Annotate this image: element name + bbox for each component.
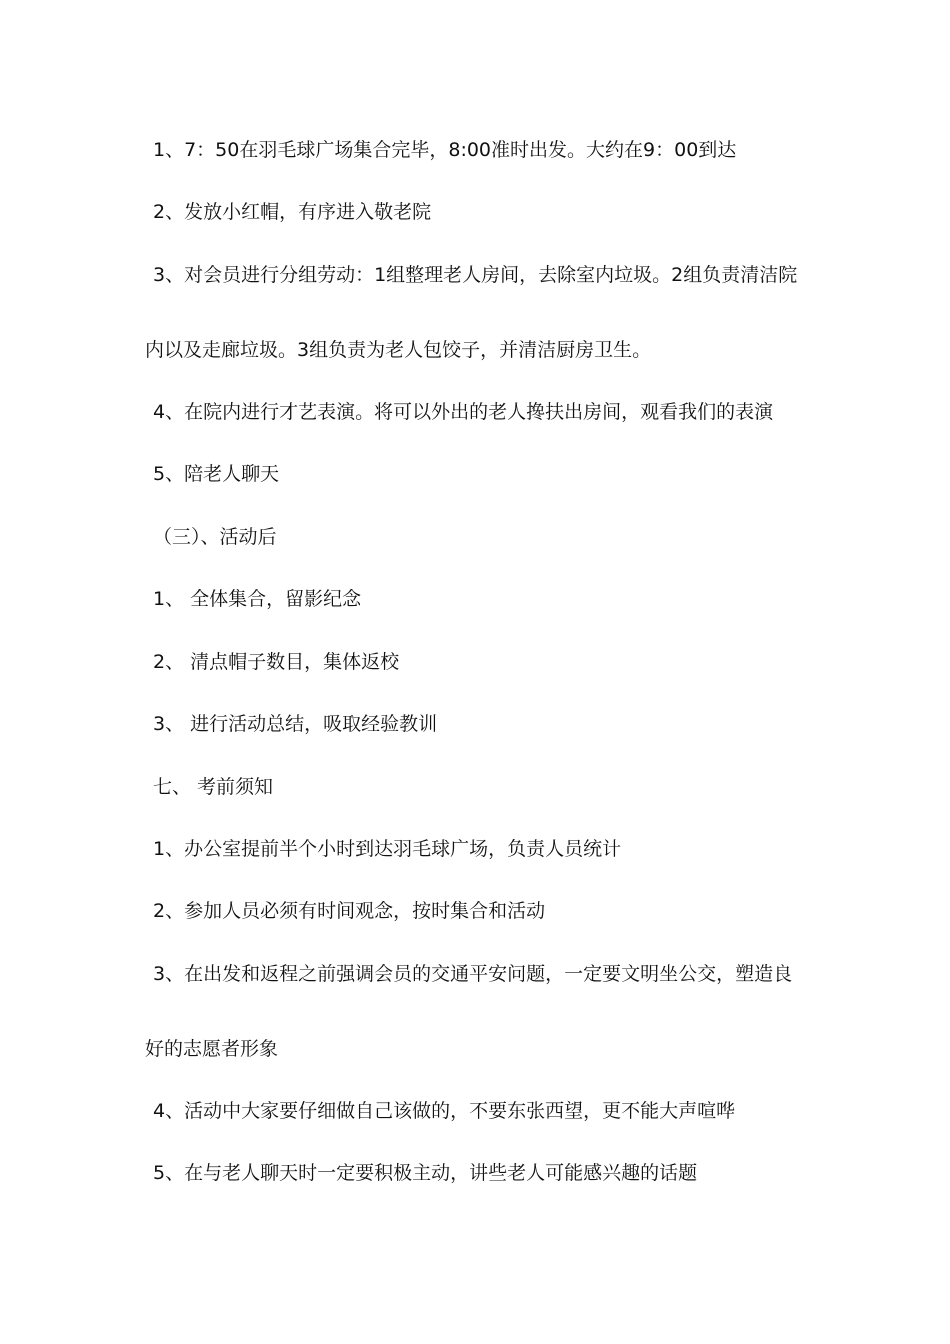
paragraph-line: 4、在院内进行才艺表演。将可以外出的老人搀扶出房间，观看我们的表演: [153, 401, 774, 423]
paragraph-line: 2、发放小红帽，有序进入敬老院: [153, 201, 432, 223]
paragraph-line: 3、在出发和返程之前强调会员的交通平安问题，一定要文明坐公交，塑造良: [153, 963, 793, 985]
paragraph-line: 1、 全体集合，留影纪念: [153, 588, 362, 610]
paragraph-line: 5、陪老人聊天: [153, 463, 280, 485]
paragraph-line: 1、办公室提前半个小时到达羽毛球广场，负责人员统计: [153, 838, 622, 860]
section-heading: （三）、活动后: [153, 526, 277, 548]
paragraph-line: 3、 进行活动总结，吸取经验教训: [153, 713, 438, 735]
paragraph-line: 1、7：50在羽毛球广场集合完毕，8:00准时出发。大约在9：00到达: [153, 139, 737, 161]
paragraph-line: 4、活动中大家要仔细做自己该做的，不要东张西望，更不能大声喧哗: [153, 1100, 736, 1122]
paragraph-line-continuation: 好的志愿者形象: [145, 1038, 279, 1060]
paragraph-line-continuation: 内以及走廊垃圾。3组负责为老人包饺子，并清洁厨房卫生。: [145, 339, 652, 361]
paragraph-line: 5、在与老人聊天时一定要积极主动，讲些老人可能感兴趣的话题: [153, 1162, 698, 1184]
section-heading: 七、 考前须知: [153, 776, 274, 798]
paragraph-line: 2、参加人员必须有时间观念，按时集合和活动: [153, 900, 546, 922]
paragraph-line: 3、对会员进行分组劳动：1组整理老人房间，去除室内垃圾。2组负责清洁院: [153, 264, 798, 286]
paragraph-line: 2、 清点帽子数目，集体返校: [153, 651, 400, 673]
